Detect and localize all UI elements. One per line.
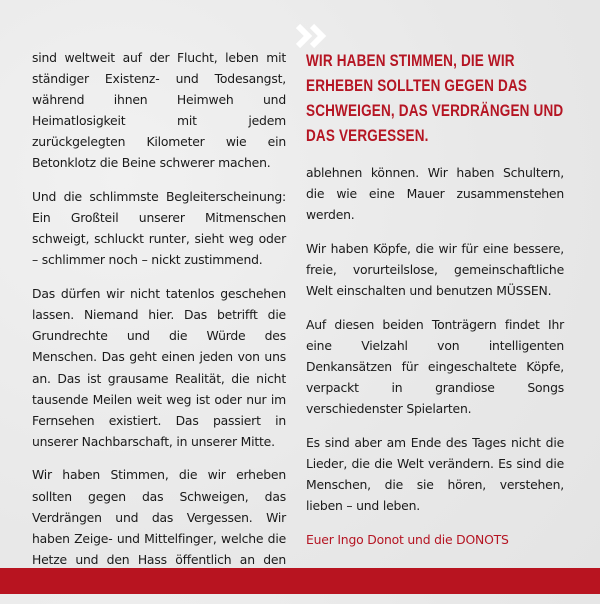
pull-quote: WIR HABEN STIMMEN, DIE WIR ERHEBEN SOLLTEN GEGEN DAS SCHWEIGEN, DAS VERDRÄNGEN UND DAS VERGESSEN.: [306, 52, 564, 145]
right-column: [306, 162, 564, 562]
paragraph: Und die schlimmste Begleiterscheinung: Ein Großteil unserer Mitmenschen schweigt, schluckt runter, sieht weg oder – schlimmer noch – nickt zustimmend.: [32, 189, 286, 268]
left-column: [32, 47, 286, 604]
paragraph: Wir haben Köpfe, die wir für eine bessere, freie, vorurteilslose, gemeinschaftliche Welt einschalten und benutzen MÜSSEN.: [306, 240, 564, 299]
paragraph: Wir haben Stimmen, die wir erheben sollten gegen das Schweigen, das Verdrängen und das Vergessen. Wir haben Zeige- und Mittelfinger, welche die Hetze und den Hass öffentlich an den: [32, 467, 286, 567]
paragraph: Es sind aber am Ende des Tages nicht die Lieder, die die Welt verändern. Es sind die Menschen, die sie hören, verstehen, lieben – und leben.: [306, 434, 564, 514]
signature: Euer Ingo Donot und die DONOTS: [306, 531, 509, 547]
paragraph: Auf diesen beiden Tonträgern findet Ihr eine Vielzahl von intelligenten Denkansätzen für eingeschaltete Köpfe, verpackt in grandiose Songs verschiedenster Spielarten.: [306, 316, 564, 417]
footer-red-bar: [0, 568, 600, 594]
paragraph: Das dürfen wir nicht tatenlos geschehen lassen. Niemand hier. Das betrifft die Grundrechte und die Würde des Menschen. Das geht einen jeden von uns an. Das ist grausame Realität, die nicht tausende Meilen weit weg ist oder nur im Fernsehen existiert. Das passiert in unserer Nachbarschaft, in unserer Mitte.: [32, 286, 286, 449]
double-chevron-quote-icon: [294, 22, 334, 52]
paragraph: sind weltweit auf der Flucht, leben mit ständiger Existenz- und Todesangst, während ihnen Heimweh und Heimatlosigkeit mit jedem zurückgelegten Kilometer wie ein Betonklotz die Beine schwerer machen.: [32, 50, 286, 171]
paragraph: ablehnen können. Wir haben Schultern, die wie eine Mauer zusammenstehen werden.: [306, 165, 564, 223]
